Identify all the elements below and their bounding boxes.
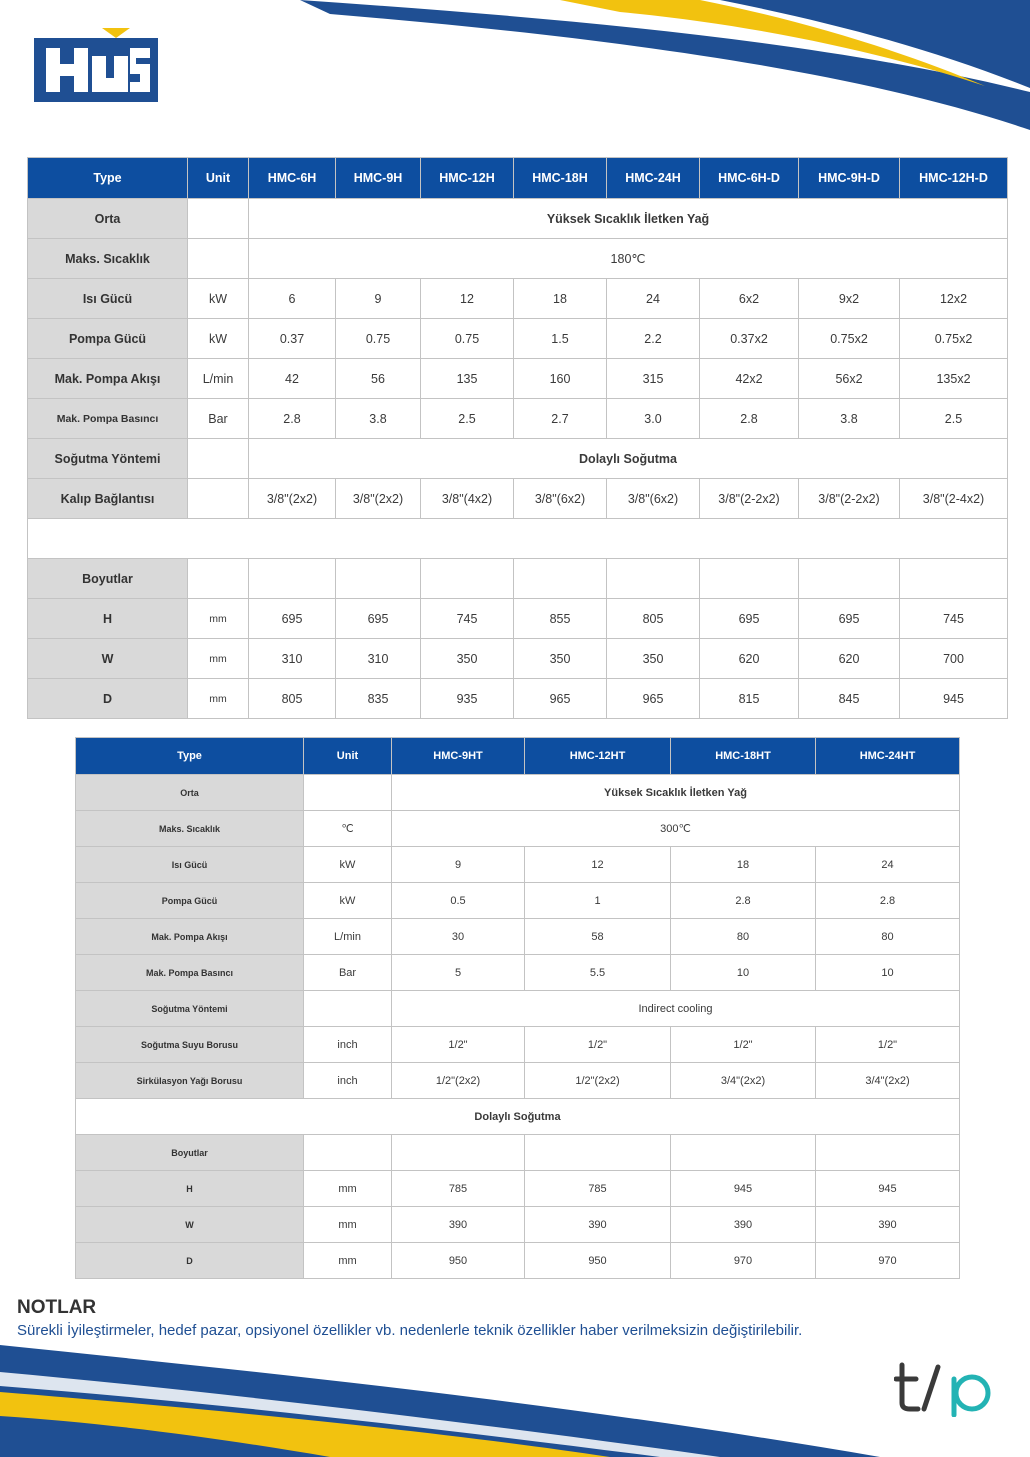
header-cell: HMC-6H-D (700, 158, 799, 199)
value-cell: 2.5 (421, 399, 514, 439)
value-cell: 42x2 (700, 359, 799, 399)
unit-cell: mm (188, 599, 249, 639)
value-cell: 620 (700, 639, 799, 679)
unit-cell (188, 439, 249, 479)
table-row (28, 479, 1008, 519)
unit-cell: mm (304, 1243, 392, 1279)
unit-cell: L/min (188, 359, 249, 399)
table-row (28, 359, 1008, 399)
value-cell: 1 (525, 883, 671, 919)
value-cell: 945 (900, 679, 1008, 719)
value-cell: 9 (392, 847, 525, 883)
value-cell: 0.75x2 (900, 319, 1008, 359)
row-label: Boyutlar (28, 559, 188, 599)
table-row (76, 1171, 960, 1207)
merged-cell: 180℃ (249, 239, 1008, 279)
value-cell: 350 (514, 639, 607, 679)
merged-cell: 300℃ (392, 811, 960, 847)
row-label: Mak. Pompa Basıncı (28, 399, 188, 439)
empty-cell (525, 1135, 671, 1171)
unit-cell: kW (188, 319, 249, 359)
value-cell: 695 (249, 599, 336, 639)
value-cell: 3.8 (799, 399, 900, 439)
table-row (28, 279, 1008, 319)
value-cell: 3/8"(2x2) (336, 479, 421, 519)
value-cell: 845 (799, 679, 900, 719)
row-label: H (76, 1171, 304, 1207)
empty-cell (700, 559, 799, 599)
value-cell: 2.7 (514, 399, 607, 439)
value-cell: 350 (607, 639, 700, 679)
header-cell: HMC-6H (249, 158, 336, 199)
value-cell: 42 (249, 359, 336, 399)
value-cell: 10 (816, 955, 960, 991)
table-row (28, 239, 1008, 279)
value-cell: 1/2"(2x2) (392, 1063, 525, 1099)
value-cell: 0.75x2 (799, 319, 900, 359)
unit-cell: kW (304, 847, 392, 883)
value-cell: 3/8"(2x2) (249, 479, 336, 519)
spacer-row (28, 519, 1008, 559)
row-label: Pompa Gücü (28, 319, 188, 359)
value-cell: 2.8 (816, 883, 960, 919)
value-cell: 58 (525, 919, 671, 955)
value-cell: 310 (249, 639, 336, 679)
table-row (76, 1063, 960, 1099)
spec-table-high-temp (75, 737, 960, 1279)
unit-cell: mm (304, 1171, 392, 1207)
empty-cell (816, 1135, 960, 1171)
value-cell: 3.8 (336, 399, 421, 439)
table-row (76, 1027, 960, 1063)
value-cell: 700 (900, 639, 1008, 679)
empty-cell (304, 1135, 392, 1171)
header-cell: Unit (304, 738, 392, 775)
table-row (76, 1135, 960, 1171)
table-row (76, 991, 960, 1027)
value-cell: 310 (336, 639, 421, 679)
value-cell: 3.0 (607, 399, 700, 439)
value-cell: 3/8"(2-2x2) (799, 479, 900, 519)
value-cell: 785 (392, 1171, 525, 1207)
value-cell: 3/4"(2x2) (671, 1063, 816, 1099)
value-cell: 2.8 (700, 399, 799, 439)
unit-cell (188, 239, 249, 279)
value-cell: 9x2 (799, 279, 900, 319)
empty-cell (188, 559, 249, 599)
value-cell: 695 (336, 599, 421, 639)
value-cell: 390 (671, 1207, 816, 1243)
row-label: Soğutma Yöntemi (28, 439, 188, 479)
row-label: Orta (76, 775, 304, 811)
unit-cell: ℃ (304, 811, 392, 847)
value-cell: 785 (525, 1171, 671, 1207)
unit-cell (304, 991, 392, 1027)
value-cell: 135x2 (900, 359, 1008, 399)
value-cell: 10 (671, 955, 816, 991)
value-cell: 965 (607, 679, 700, 719)
table-row (28, 639, 1008, 679)
row-label: Sirkülasyon Yağı Borusu (76, 1063, 304, 1099)
logo-text: HMC (94, 100, 98, 101)
value-cell: 12 (525, 847, 671, 883)
value-cell: 30 (392, 919, 525, 955)
spacer-cell (28, 519, 1008, 559)
header-cell: Unit (188, 158, 249, 199)
unit-cell: Bar (188, 399, 249, 439)
value-cell: 2.8 (671, 883, 816, 919)
empty-cell (671, 1135, 816, 1171)
header-cell: HMC-12H-D (900, 158, 1008, 199)
header-cell: HMC-9H-D (799, 158, 900, 199)
value-cell: 965 (514, 679, 607, 719)
value-cell: 6x2 (700, 279, 799, 319)
value-cell: 5.5 (525, 955, 671, 991)
value-cell: 350 (421, 639, 514, 679)
header-cell: Type (28, 158, 188, 199)
value-cell: 745 (900, 599, 1008, 639)
value-cell: 950 (525, 1243, 671, 1279)
value-cell: 3/8"(4x2) (421, 479, 514, 519)
row-label: W (28, 639, 188, 679)
spec-table-standard (27, 157, 1008, 719)
notes-title: NOTLAR (17, 1297, 97, 1318)
header-cell: HMC-12HT (525, 738, 671, 775)
table-row (76, 775, 960, 811)
value-cell: 3/4"(2x2) (816, 1063, 960, 1099)
row-label: Mak. Pompa Basıncı (76, 955, 304, 991)
unit-cell (188, 199, 249, 239)
table-row (28, 319, 1008, 359)
separator-row (76, 1099, 960, 1135)
value-cell: 80 (816, 919, 960, 955)
table-row (76, 811, 960, 847)
value-cell: 0.5 (392, 883, 525, 919)
notes-text: Sürekli İyileştirmeler, hedef pazar, opsiyonel özellikler vb. nedenlerle teknik özellikler haber verilmeksizin değiştirilebilir. (17, 1322, 803, 1339)
value-cell: 315 (607, 359, 700, 399)
empty-cell (900, 559, 1008, 599)
value-cell: 1.5 (514, 319, 607, 359)
table-row (76, 1243, 960, 1279)
value-cell: 0.75 (421, 319, 514, 359)
table-row (76, 1207, 960, 1243)
table-row (76, 847, 960, 883)
value-cell: 0.75 (336, 319, 421, 359)
row-label: Maks. Sıcaklık (28, 239, 188, 279)
value-cell: 12 (421, 279, 514, 319)
unit-cell: kW (188, 279, 249, 319)
row-label: W (76, 1207, 304, 1243)
row-label: Mak. Pompa Akışı (28, 359, 188, 399)
empty-cell (421, 559, 514, 599)
value-cell: 3/8"(2-4x2) (900, 479, 1008, 519)
row-label: Soğutma Yöntemi (76, 991, 304, 1027)
table-row (76, 955, 960, 991)
row-label: D (28, 679, 188, 719)
value-cell: 970 (671, 1243, 816, 1279)
empty-cell (392, 1135, 525, 1171)
empty-cell (514, 559, 607, 599)
value-cell: 695 (700, 599, 799, 639)
unit-cell: mm (188, 679, 249, 719)
value-cell: 160 (514, 359, 607, 399)
merged-cell: Dolaylı Soğutma (249, 439, 1008, 479)
table-row (76, 883, 960, 919)
value-cell: 56x2 (799, 359, 900, 399)
unit-cell (304, 775, 392, 811)
table-row (28, 559, 1008, 599)
table-header-row (76, 738, 960, 775)
value-cell: 9 (336, 279, 421, 319)
value-cell: 390 (525, 1207, 671, 1243)
value-cell: 805 (249, 679, 336, 719)
header-cell: HMC-24H (607, 158, 700, 199)
value-cell: 2.2 (607, 319, 700, 359)
notes-section (17, 1297, 802, 1339)
unit-cell: inch (304, 1063, 392, 1099)
tsp-logo (894, 1357, 1004, 1417)
table-row (28, 399, 1008, 439)
value-cell: 945 (816, 1171, 960, 1207)
value-cell: 80 (671, 919, 816, 955)
row-label: Pompa Gücü (76, 883, 304, 919)
unit-cell: Bar (304, 955, 392, 991)
header-cell: HMC-9HT (392, 738, 525, 775)
merged-cell: Indirect cooling (392, 991, 960, 1027)
table-row (28, 199, 1008, 239)
table-row (76, 919, 960, 955)
value-cell: 835 (336, 679, 421, 719)
row-label: Kalıp Bağlantısı (28, 479, 188, 519)
value-cell: 620 (799, 639, 900, 679)
table-row (28, 599, 1008, 639)
value-cell: 695 (799, 599, 900, 639)
unit-cell: mm (188, 639, 249, 679)
row-label: H (28, 599, 188, 639)
row-label: Orta (28, 199, 188, 239)
value-cell: 3/8"(6x2) (514, 479, 607, 519)
separator-cell: Dolaylı Soğutma (76, 1099, 960, 1135)
value-cell: 6 (249, 279, 336, 319)
unit-cell: kW (304, 883, 392, 919)
value-cell: 2.5 (900, 399, 1008, 439)
value-cell: 1/2" (671, 1027, 816, 1063)
tsp-logo-text: tsp (949, 1416, 951, 1417)
value-cell: 935 (421, 679, 514, 719)
merged-cell: Yüksek Sıcaklık İletken Yağ (392, 775, 960, 811)
table-row (28, 679, 1008, 719)
value-cell: 12x2 (900, 279, 1008, 319)
value-cell: 24 (607, 279, 700, 319)
row-label: Boyutlar (76, 1135, 304, 1171)
hmc-logo (32, 28, 160, 104)
row-label: Mak. Pompa Akışı (76, 919, 304, 955)
header-cell: HMC-9H (336, 158, 421, 199)
table-header-row (28, 158, 1008, 199)
row-label: Isı Gücü (76, 847, 304, 883)
header-cell: HMC-18H (514, 158, 607, 199)
value-cell: 1/2" (392, 1027, 525, 1063)
empty-cell (607, 559, 700, 599)
value-cell: 3/8"(2-2x2) (700, 479, 799, 519)
row-label: D (76, 1243, 304, 1279)
value-cell: 745 (421, 599, 514, 639)
empty-cell (336, 559, 421, 599)
header-cell: HMC-18HT (671, 738, 816, 775)
table-row (28, 439, 1008, 479)
value-cell: 2.8 (249, 399, 336, 439)
value-cell: 0.37 (249, 319, 336, 359)
value-cell: 135 (421, 359, 514, 399)
unit-cell: inch (304, 1027, 392, 1063)
unit-cell: L/min (304, 919, 392, 955)
value-cell: 945 (671, 1171, 816, 1207)
unit-cell: mm (304, 1207, 392, 1243)
empty-cell (249, 559, 336, 599)
header-cell: HMC-12H (421, 158, 514, 199)
value-cell: 950 (392, 1243, 525, 1279)
value-cell: 815 (700, 679, 799, 719)
header-cell: Type (76, 738, 304, 775)
value-cell: 0.37x2 (700, 319, 799, 359)
merged-cell: Yüksek Sıcaklık İletken Yağ (249, 199, 1008, 239)
value-cell: 56 (336, 359, 421, 399)
value-cell: 390 (816, 1207, 960, 1243)
value-cell: 970 (816, 1243, 960, 1279)
row-label: Soğutma Suyu Borusu (76, 1027, 304, 1063)
unit-cell (188, 479, 249, 519)
row-label: Isı Gücü (28, 279, 188, 319)
empty-cell (799, 559, 900, 599)
value-cell: 855 (514, 599, 607, 639)
value-cell: 390 (392, 1207, 525, 1243)
value-cell: 1/2" (816, 1027, 960, 1063)
value-cell: 18 (514, 279, 607, 319)
value-cell: 5 (392, 955, 525, 991)
value-cell: 24 (816, 847, 960, 883)
value-cell: 3/8"(6x2) (607, 479, 700, 519)
row-label: Maks. Sıcaklık (76, 811, 304, 847)
value-cell: 1/2"(2x2) (525, 1063, 671, 1099)
header-cell: HMC-24HT (816, 738, 960, 775)
value-cell: 18 (671, 847, 816, 883)
value-cell: 805 (607, 599, 700, 639)
value-cell: 1/2" (525, 1027, 671, 1063)
